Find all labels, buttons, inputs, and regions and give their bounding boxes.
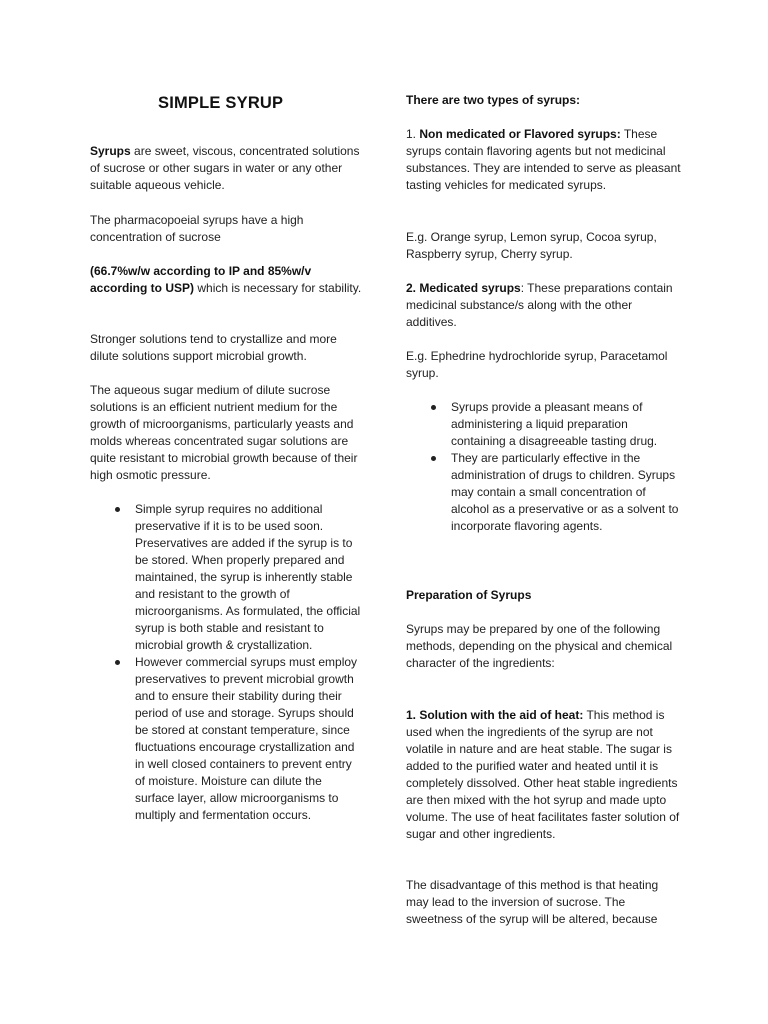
concentration-paragraph [90,263,362,297]
type-2-paragraph [406,280,681,331]
preparation-intro: Syrups may be prepared by one of the following methods, depending on the physical and chemical character of the ingredients: [406,622,673,670]
concentration-values: (66.7%w/w according to IP and 85%w/v according to USP) [90,264,312,295]
example-2: E.g. Ephedrine hydrochloride syrup, Paracetamol syrup. [406,349,668,380]
concentration-text: which is necessary for stability. [194,281,362,295]
right-bullet-list [451,399,681,535]
syrups-definition [90,143,362,194]
type-1-text: These syrups contain flavoring agents but not medicinal substances. They are intended to serve as pleasant tasting vehicles for medicated syrups. [406,127,681,192]
types-heading: There are two types of syrups: [406,93,581,107]
type-1-label: Non medicated or Flavored syrups: [419,127,621,141]
method-1-label: 1. Solution with the aid of heat: [406,708,584,722]
method-1-text: This method is used when the ingredients of the syrup are not volatile in nature and are heat stable. The sugar is added to the purified water and heated until it is completely dissolved. Other heat stable ingredients are then mixed with the hot syrup and made upto volume. The use of heat facilitates faster solution of sugar and other ingredients. [406,708,680,841]
list-item: However commercial syrups must employ preservatives to prevent microbial growth and to ensure their stability during their period of use and storage. Syrups should be stored at constant temperature, since fluctuations encourage crystallization and in well closed containers to prevent entry of moisture. Moisture can dilute the surface layer, allow microorganisms to multiply and fermentation occurs. [135,654,362,824]
left-bullet-list [135,501,362,824]
disadvantage-paragraph: The disadvantage of this method is that heating may lead to the inversion of sucrose. The sweetness of the syrup will be altered, because [406,878,659,926]
list-item: Simple syrup requires no additional preservative if it is to be used soon. Preservatives are added if the syrup is to be stored. When properly prepared and maintained, the syrup is inherently stable and resistant to the growth of microorganisms. As formulated, the official syrup is both stable and resistant to microbial growth & crystallization. [135,502,361,652]
list-item: They are particularly effective in the administration of drugs to children. Syrups may contain a small concentration of alcohol as a preservative or as a solvent to incorporate flavoring agents. [451,450,681,535]
type-2-label: 2. Medicated syrups [406,281,521,295]
list-item: Syrups provide a pleasant means of administering a liquid preparation containing a disagreeable tasting drug. [451,399,681,450]
crystallize-paragraph: Stronger solutions tend to crystallize and more dilute solutions support microbial growth. [90,332,337,363]
example-1: E.g. Orange syrup, Lemon syrup, Cocoa syrup, Raspberry syrup, Cherry syrup. [406,230,657,261]
method-1-paragraph [406,707,681,843]
page-title: SIMPLE SYRUP [158,94,284,112]
syrups-definition-text: are sweet, viscous, concentrated solutions of sucrose or other sugars in water or any other suitable aqueous vehicle. [90,144,360,192]
type-2-text: : These preparations contain medicinal substance/s along with the other additives. [406,281,673,329]
syrups-term: Syrups [90,144,131,158]
aqueous-medium-paragraph: The aqueous sugar medium of dilute sucrose solutions is an efficient nutrient medium for the growth of microorganisms, particularly yeasts and molds whereas concentrated sugar solutions are quite resistant to microbial growth because of their high osmotic pressure. [90,383,358,482]
type-1-paragraph: 1. Non medicated or Flavored syrups: These syrups contain flavoring agents but not medicinal substances. They are intended to serve as pleasant tasting vehicles for medicated syrups. [406,127,681,192]
pharmacopoeial-paragraph: The pharmacopoeial syrups have a high concentration of sucrose [90,213,304,244]
preparation-heading: Preparation of Syrups [406,588,532,602]
